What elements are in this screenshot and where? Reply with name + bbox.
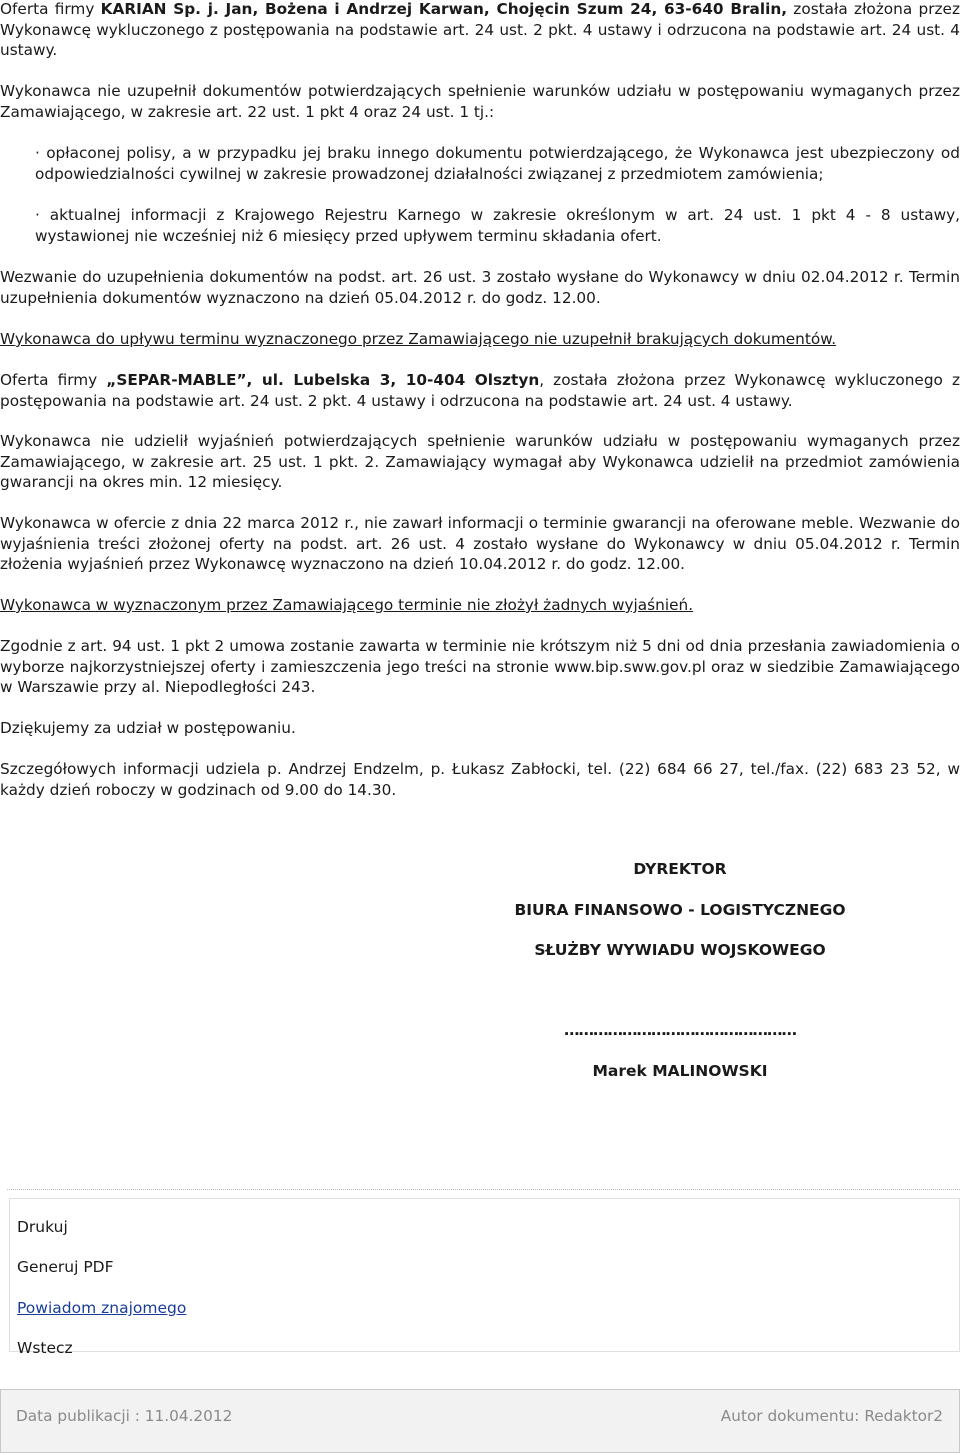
paragraph-summons: Wezwanie do uzupełnienia dokumentów na podst. art. 26 ust. 3 zostało wysłane do Wykonawcy w dniu 02.04.2012 r. Termin uzupełnienia dokumentów wyznaczono na dzień 05.04.2012 r. do godz. 12.00. [0,268,960,307]
paragraph-karian-offer [0,0,960,61]
signature-office: BIURA FINANSOWO - LOGISTYCZNEGO [514,901,846,919]
paragraph-thanks: Dziękujemy za udział w postępowaniu. [0,719,296,737]
page-footer [0,1389,960,1453]
actions-panel [7,1189,960,1363]
paragraph-warranty: Wykonawca w ofercie z dnia 22 marca 2012 r., nie zawarł informacji o terminie gwarancji na oferowane meble. Wezwanie do wyjaśnienia treści złożonej oferty na podst. art. 26 ust. 4 zostało wysłane do Wykonawcy w dniu 05.04.2012 r. Termin złożenia wyjaśnień przez Wykonawcę wyznaczono na dzień 10.04.2012 r. do godz. 12.00. [0,514,960,573]
paragraph-no-explanation: Wykonawca nie udzielił wyjaśnień potwierdzających spełnienie warunków udziału w postępowaniu wymaganych przez Zamawiającego, w zakresie art. 25 ust. 1 pkt. 2. Zamawiający wymagał aby Wykonawca udzielił na przedmiot zamówienia gwarancji na okres min. 12 miesięcy. [0,432,960,491]
actions-box [9,1198,960,1357]
paragraph-separ-offer [0,370,960,411]
print-button[interactable]: Drukuj [17,1218,68,1236]
text: Oferta firmy [0,371,107,389]
signature-title: DYREKTOR [633,860,727,878]
text: , została złożona przez Wykonawcę wykluczonego z postępowania na podstawie art. 24 ust. 2 pkt. 4 ustawy i odrzucona na podstawie art. 24 ust. 4 ustawy. [0,371,960,410]
generate-pdf-button[interactable]: Generuj PDF [17,1258,114,1276]
signature-service: SŁUŻBY WYWIADU WOJSKOWEGO [534,941,826,959]
publication-date: Data publikacji : 11.04.2012 [16,1407,233,1425]
paragraph-no-explanations-submitted: Wykonawca w wyznaczonym przez Zamawiającego terminie nie złożył żadnych wyjaśnień. [0,596,694,614]
company-name: „SEPAR-MABLE”, ul. Lubelska 3, 10-404 Olsztyn [106,371,540,389]
text: została złożona przez Wykonawcę wykluczonego z postępowania na podstawie art. 24 ust. 2 pkt. 4 ustawy i odrzucona na podstawie art. 24 ust. 4 ustawy. [0,0,960,59]
paragraph-not-supplemented: Wykonawca do upływu terminu wyznaczonego przez Zamawiającego nie uzupełnił brakujących dokumentów. [0,330,837,348]
document-author: Autor dokumentu: Redaktor2 [720,1407,943,1425]
paragraph-missing-documents: Wykonawca nie uzupełnił dokumentów potwierdzających spełnienie warunków udziału w postępowaniu wymaganych przez Zamawiającego, w zakresie art. 22 ust. 1 pkt 4 oraz 24 ust. 1 tj.: [0,82,960,121]
company-name: KARIAN Sp. j. Jan, Bożena i Andrzej Karwan, Chojęcin Szum 24, 63-640 Bralin, [100,0,788,18]
bullet-criminal-record: · aktualnej informacji z Krajowego Rejestru Karnego w zakresie określonym w art. 24 ust. 1 pkt 4 - 8 ustawy, wystawionej nie wcześniej niż 6 miesięcy przed upływem terminu składania ofert. [35,206,960,245]
bullet-insurance-policy: · opłaconej polisy, a w przypadku jej braku innego dokumentu potwierdzającego, że Wykonawca jest ubezpieczony od odpowiedzialności cywilnej w zakresie prowadzonej działalności związanej z przedmiotem zamówienia; [35,144,960,183]
paragraph-contract-terms: Zgodnie z art. 94 ust. 1 pkt 2 umowa zostanie zawarta w terminie nie krótszym niż 5 dni od dnia przesłania zawiadomienia o wyborze najkorzystniejszej oferty i zamieszczenia jego treści na stronie www.bip.sww.gov.pl oraz w siedzibie Zamawiającego w Warszawie przy al. Niepodległości 243. [0,637,960,696]
text: Oferta firmy [0,0,101,18]
signature-name: Marek MALINOWSKI [592,1062,768,1080]
notify-friend-link[interactable]: Powiadom znajomego [17,1299,187,1317]
back-button[interactable]: Wstecz [17,1339,73,1357]
paragraph-contact-info: Szczegółowych informacji udziela p. Andrzej Endzelm, p. Łukasz Zabłocki, tel. (22) 684 66 27, tel./fax. (22) 683 23 52, w każdy dzień roboczy w godzinach od 9.00 do 14.30. [0,760,960,799]
signature-dots: ………………………………………… [564,1021,796,1039]
